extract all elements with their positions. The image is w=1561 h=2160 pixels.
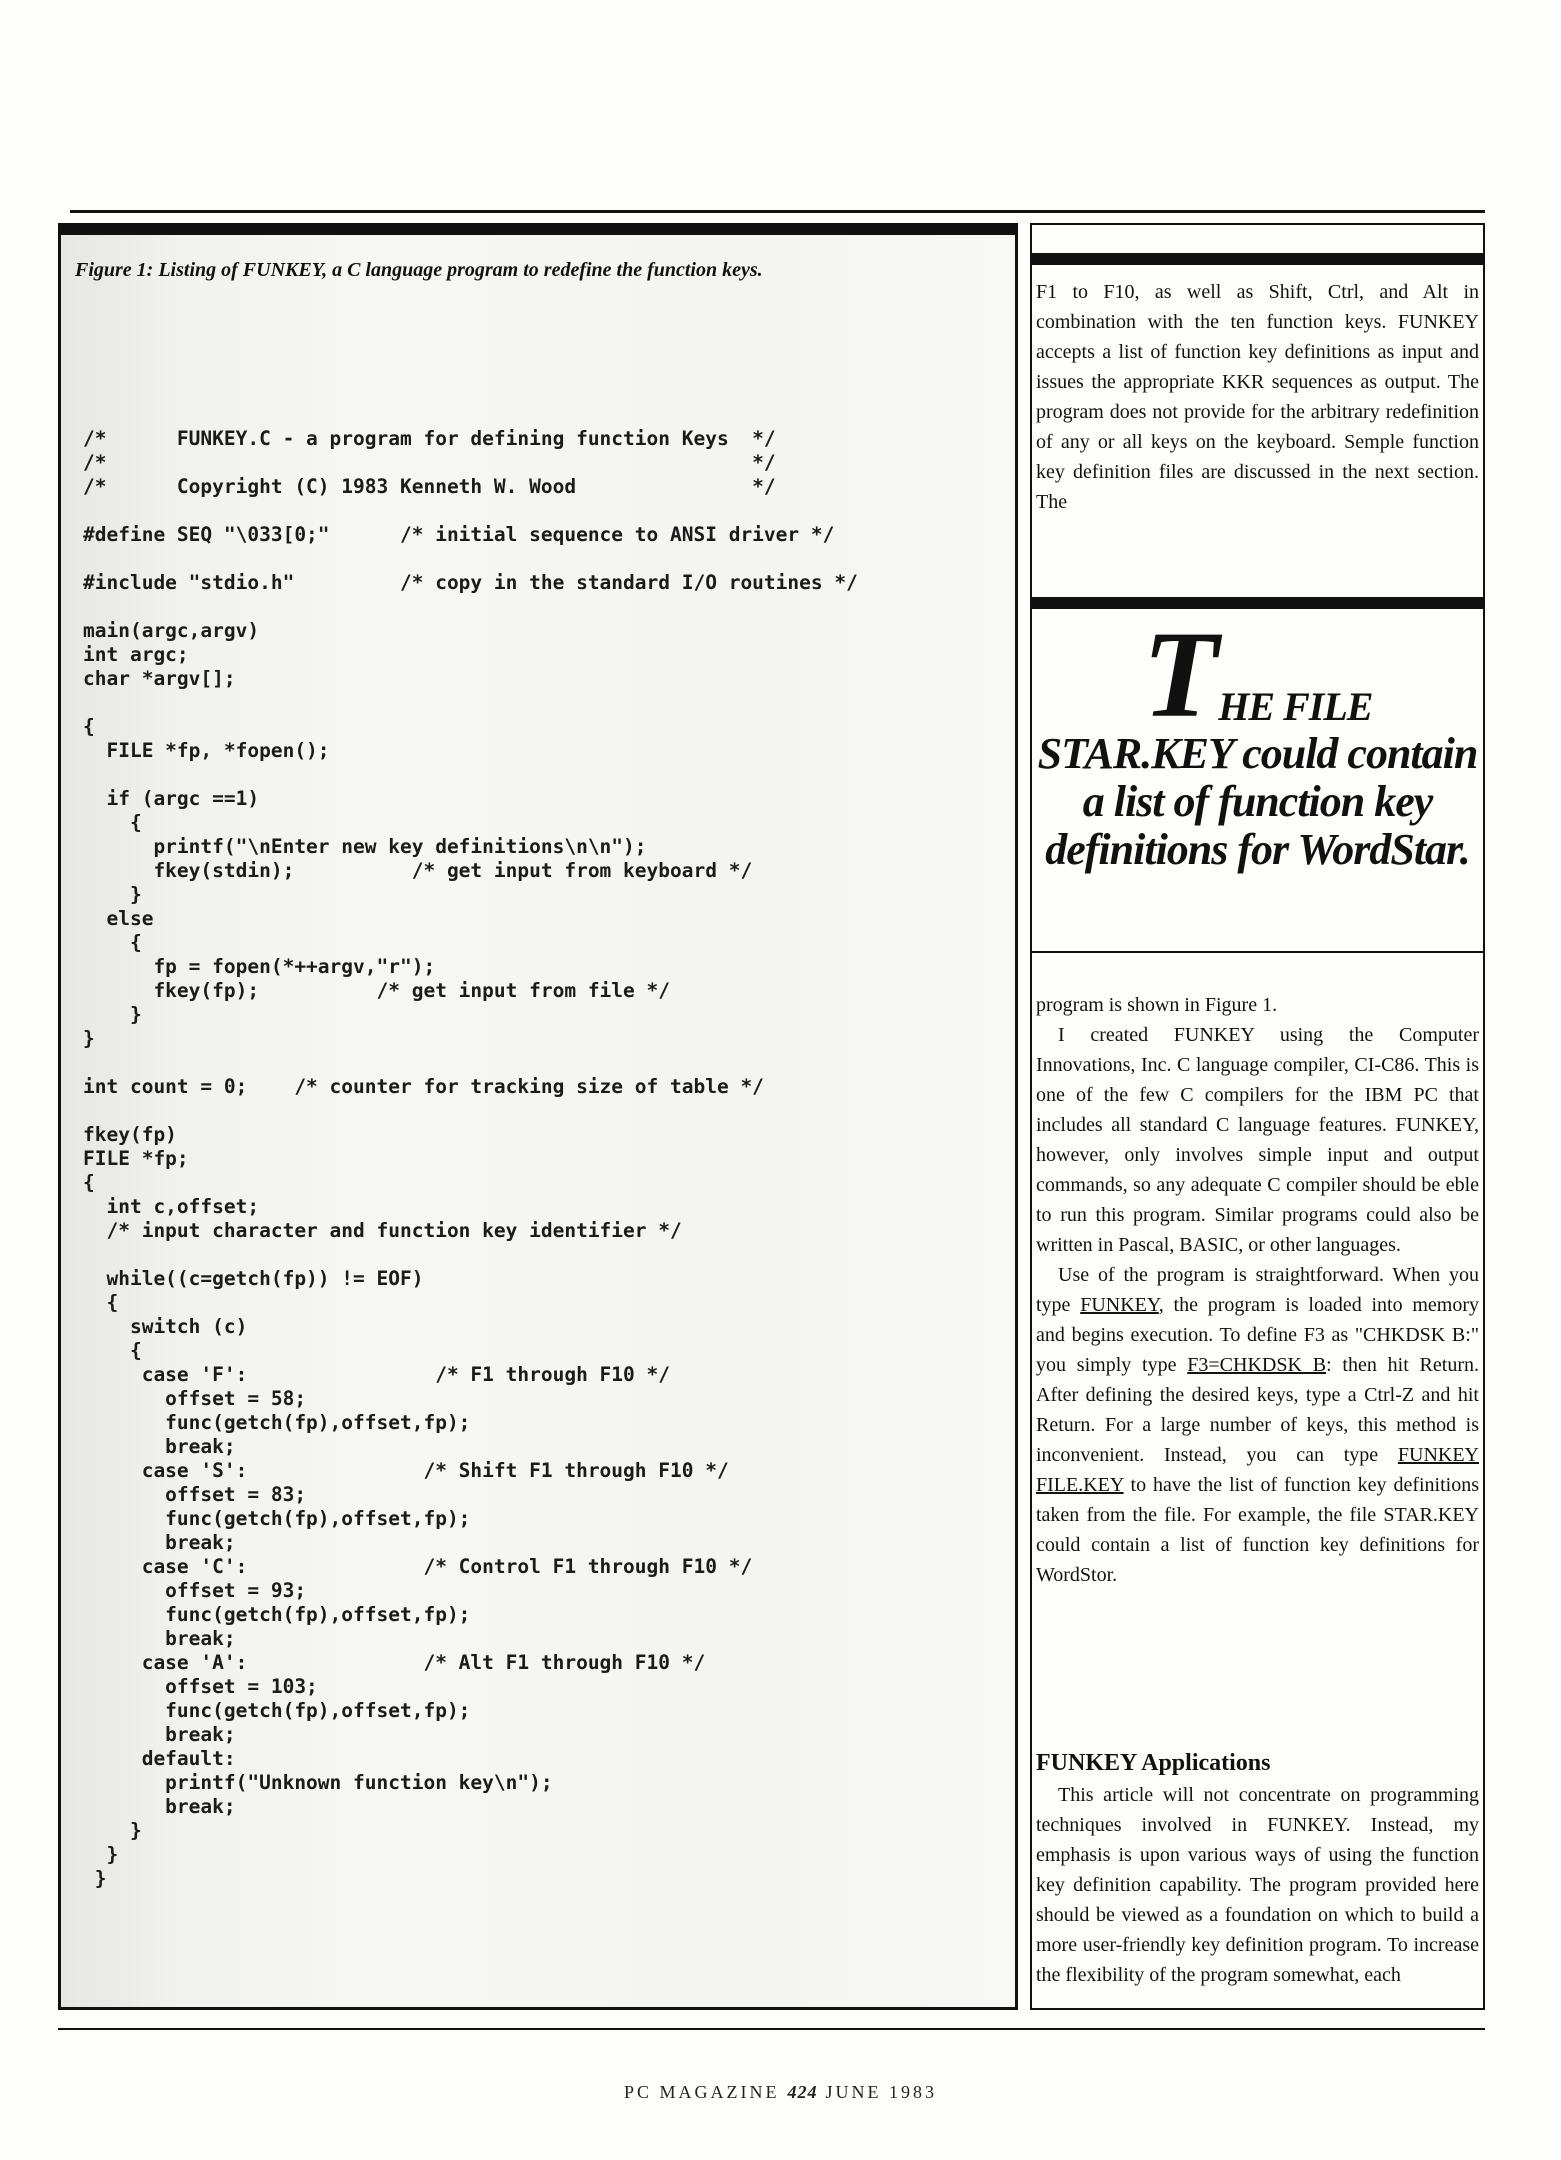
figure-box (58, 223, 1018, 2010)
pullquote-initial: T (1142, 606, 1219, 743)
text-run: , the program is loaded into memory and begins execution. To define F3 as "CHKDSK B:" you simply type (1036, 1294, 1480, 1376)
column-rule-top (1032, 253, 1483, 265)
article-paragraph-2: program is shown in Figure 1. (1036, 994, 1278, 1016)
article-column (1030, 223, 1485, 2010)
article-paragraph-5: This article will not concentrate on programming techniques involved in FUNKEY. Instead, my emphasis is upon various ways of using the function key definition capability. The program provided here should be viewed as a foundation on which to build a more user-friendly key definition program. To increase the flexibility of the program somewhat, each (1036, 1784, 1479, 1986)
footer-page-number: 424 (787, 2082, 818, 2102)
page-footer (0, 2082, 1561, 2103)
top-rule (70, 210, 1485, 213)
article-paragraph-1: F1 to F10, as well as Shift, Ctrl, and Alt in combination with the ten function keys. FUNKEY accepts a list of function key definitions as input and issues the appropriate KKR sequences as output. The program does not provide for the arbitrary redefinition of any or all keys on the keyboard. Semple function key definition files are discussed in the next section. The (1036, 281, 1479, 513)
figure-caption: Figure 1: Listing of FUNKEY, a C language program to redefine the function keys. (75, 259, 763, 281)
pullquote-rule-bottom (1032, 951, 1483, 953)
article-paragraph-3: I created FUNKEY using the Computer Innovations, Inc. C language compiler, CI-C86. This is one of the few C compilers for the IBM PC that includes all standard C language features. FUNKEY, however, only involves simple input and output commands, so any adequate C compiler should be eble to run this program. Similar programs could also be written in Pascal, BASIC, or other languages. (1036, 1024, 1479, 1256)
pullquote-text: STAR.KEY could contain a list of function key definitions for WordStar. (1037, 729, 1478, 874)
section-heading: FUNKEY Applications (1036, 1750, 1271, 1776)
text-run: to have the list of function key definitions taken from the file. For example, the file STAR.KEY could contain a list of function key definitions for WordStor. (1036, 1474, 1479, 1586)
article-body-2 (1032, 1780, 1483, 1990)
footer-date: JUNE 1983 (825, 2082, 937, 2102)
pullquote-first-line: HE FILE (1218, 684, 1373, 729)
pullquote-rule-top (1032, 597, 1483, 609)
command-funkey-file: FUNKEY FILE.KEY (1036, 1444, 1479, 1496)
footer-magazine: PC MAGAZINE (623, 2082, 780, 2102)
bottom-rule (58, 2028, 1485, 2030)
text-run: : then hit Return. After defining the desired keys, type a Ctrl-Z and hit Return. For a large number of keys, this method is inconvenient. Instead, you can type (1036, 1354, 1479, 1466)
command-f3-chkdsk: F3=CHKDSK B (1187, 1354, 1327, 1376)
text-run: Use of the program is straightforward. When you type (1036, 1264, 1479, 1316)
pull-quote (1032, 606, 1483, 874)
command-funkey: FUNKEY (1080, 1294, 1159, 1316)
code-listing: /* FUNKEY.C - a program for defining function Keys */ /* */ /* Copyright (C) 1983 Kenneth W. Wood */ #define SEQ "\033[0;" /* initial sequence to ANSI driver */ #include "stdio.h" /* copy in the standard I/O routines */ main(argc,argv) int argc; char *argv[]; { FILE *fp, *fopen(); if (argc ==1) { printf("\nEnter new key definitions\n\n"); fkey(stdin); /* get input from keyboard */ } else { fp = fopen(*++argv,"r"); fkey(fp); /* get input from file */ } } int count = 0; /* counter for tracking size of table */ fkey(fp) FILE *fp; { int c,offset; /* input character and function key identifier */ while((c=getch(fp)) != EOF) { switch (c) { case 'F': /* F1 through F10 */ offset = 58; func(getch(fp),offset,fp); break; case 'S': /* Shift F1 through F10 */ offset = 83; func(getch(fp),offset,fp); break; case 'C': /* Control F1 through F10 */ offset = 93; func(getch(fp),offset,fp); break; case 'A': /* Alt F1 through F10 */ offset = 103; func(getch(fp),offset,fp); break; default: printf("Unknown function key\n"); break; } } } (83, 427, 858, 1890)
article-paragraph-4 (1036, 1260, 1479, 1590)
article-body (1032, 990, 1483, 1590)
